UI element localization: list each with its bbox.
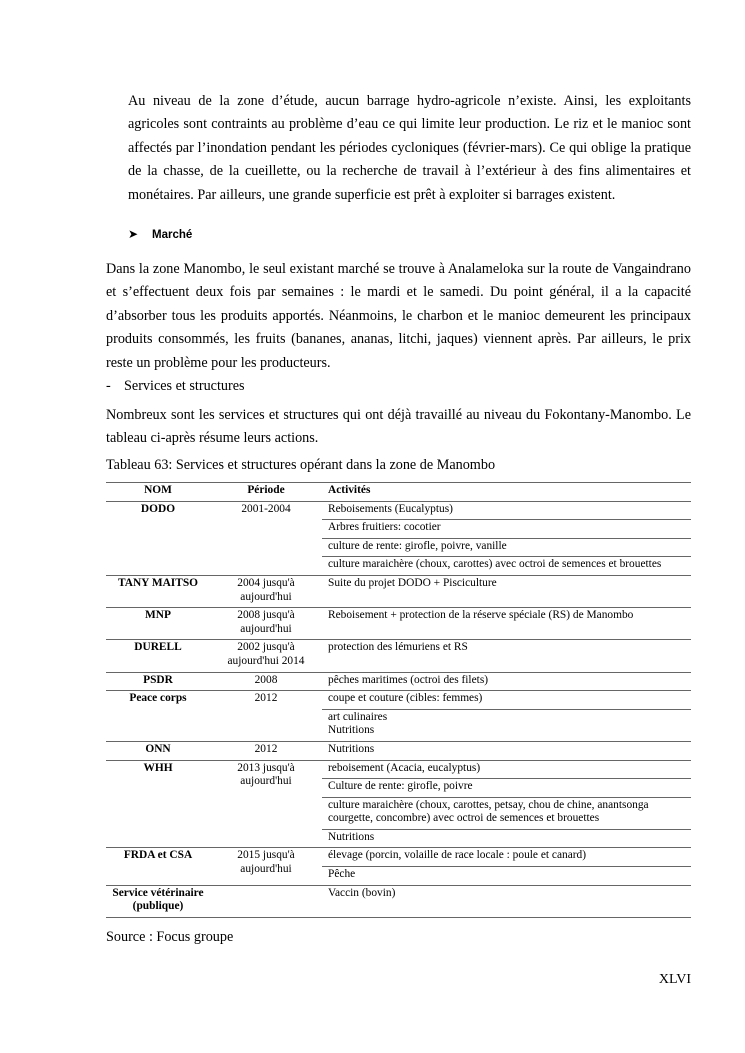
table-row — [106, 608, 691, 640]
page-number: XLVI — [658, 972, 691, 987]
structure-activity: pêches maritimes (octroi des filets) — [322, 672, 691, 691]
market-paragraph: Dans la zone Manombo, le seul existant marché se trouve à Analameloka sur la route de Vangaindrano et s’effectuent deux fois par semaines : le mardi et le samedi. Du point général, il a la capacité d’absorber tous les produits apportés. Néanmoins, le charbon et le manioc demeurent les principaux produits consommés, les fruits (bananes, ananas, litchi, jaques) viennent après. Par ailleurs, le prix reste un problème pour les producteurs. — [106, 261, 691, 371]
structure-activity: culture maraichère (choux, carottes) avec octroi de semences et brouettes — [322, 557, 691, 576]
table-source: Source : Focus groupe — [106, 929, 234, 945]
structure-activity: reboisement (Acacia, eucalyptus) — [322, 760, 691, 779]
table-row — [106, 760, 691, 779]
structure-activity: Vaccin (bovin) — [322, 885, 691, 917]
structure-period: 2012 — [210, 741, 322, 760]
table-header-row — [106, 483, 691, 502]
section-heading-label: Marché — [152, 229, 193, 241]
structure-period: 2004 jusqu'à aujourd'hui — [210, 575, 322, 607]
services-paragraph: Nombreux sont les services et structures qui ont déjà travaillé au niveau du Fokontany-Manombo. Le tableau ci-après résume leurs actions. — [106, 407, 691, 447]
structure-name: FRDA et CSA — [106, 848, 210, 885]
arrow-bullet-icon: ➤ — [128, 227, 139, 241]
structure-activity: Culture de rente: girofle, poivre — [322, 779, 691, 798]
structure-period: 2012 — [210, 691, 322, 742]
structure-period: 2008 jusqu'à aujourd'hui — [210, 608, 322, 640]
table-row — [106, 691, 691, 710]
structure-period: 2013 jusqu'à aujourd'hui — [210, 760, 322, 848]
structure-activity: Arbres fruitiers: cocotier — [322, 520, 691, 539]
structure-activity: art culinaires Nutritions — [322, 709, 691, 741]
intro-paragraph: Au niveau de la zone d’étude, aucun barrage hydro-agricole n’existe. Ainsi, les exploitants agricoles sont contraints au problème d’eau ce qui limite leur production. Le riz et le manioc sont affectés par l’inondation pendant les périodes cycloniques (février-mars). Ce qui oblige la pratique de la chasse, de la cueillette, ou la recherche de travail à l’extérieur à des fins alimentaires et monétaires. Par ailleurs, une grande superficie est prêt à exploiter si barrages existent. — [128, 93, 691, 203]
structure-name: Service vétérinaire (publique) — [106, 885, 210, 917]
table-row — [106, 575, 691, 607]
structure-name: WHH — [106, 760, 210, 848]
structure-name: Peace corps — [106, 691, 210, 742]
services-table — [106, 482, 691, 918]
structure-period: 2008 — [210, 672, 322, 691]
table-row — [106, 885, 691, 917]
structure-activity: Pêche — [322, 867, 691, 886]
services-heading: - Services et structures — [106, 378, 245, 394]
structure-activity: coupe et couture (cibles: femmes) — [322, 691, 691, 710]
section-heading-marche — [128, 227, 192, 241]
table-caption: Tableau 63: Services et structures opérant dans la zone de Manombo — [106, 457, 496, 473]
structure-activity: Suite du projet DODO + Pisciculture — [322, 575, 691, 607]
table-row — [106, 640, 691, 672]
structure-activity: Reboisement + protection de la réserve spéciale (RS) de Manombo — [322, 608, 691, 640]
structure-name: DODO — [106, 501, 210, 575]
structure-name: PSDR — [106, 672, 210, 691]
table-row — [106, 741, 691, 760]
table-row — [106, 501, 691, 520]
structure-activity: culture de rente: girofle, poivre, vanille — [322, 538, 691, 557]
structure-period — [210, 885, 322, 917]
structure-activity: protection des lémuriens et RS — [322, 640, 691, 672]
structure-period: 2015 jusqu'à aujourd'hui — [210, 848, 322, 885]
header-nom: NOM — [106, 483, 210, 502]
structure-activity: Nutritions — [322, 741, 691, 760]
structure-activity: élevage (porcin, volaille de race locale : poule et canard) — [322, 848, 691, 867]
structure-activity: Nutritions — [322, 829, 691, 848]
structure-activity: Reboisements (Eucalyptus) — [322, 501, 691, 520]
structure-name: DURELL — [106, 640, 210, 672]
services-heading-label: Services et structures — [124, 378, 245, 394]
structure-period: 2002 jusqu'à aujourd'hui 2014 — [210, 640, 322, 672]
table-row — [106, 672, 691, 691]
table-row — [106, 848, 691, 867]
header-activites: Activités — [322, 483, 691, 502]
structure-activity: culture maraichère (choux, carottes, petsay, chou de chine, anantsonga courgette, concombre) avec octroi de semences et brouettes — [322, 797, 691, 829]
header-periode: Période — [210, 483, 322, 502]
structure-period: 2001-2004 — [210, 501, 322, 575]
structure-name: TANY MAITSO — [106, 575, 210, 607]
structure-name: ONN — [106, 741, 210, 760]
structure-name: MNP — [106, 608, 210, 640]
